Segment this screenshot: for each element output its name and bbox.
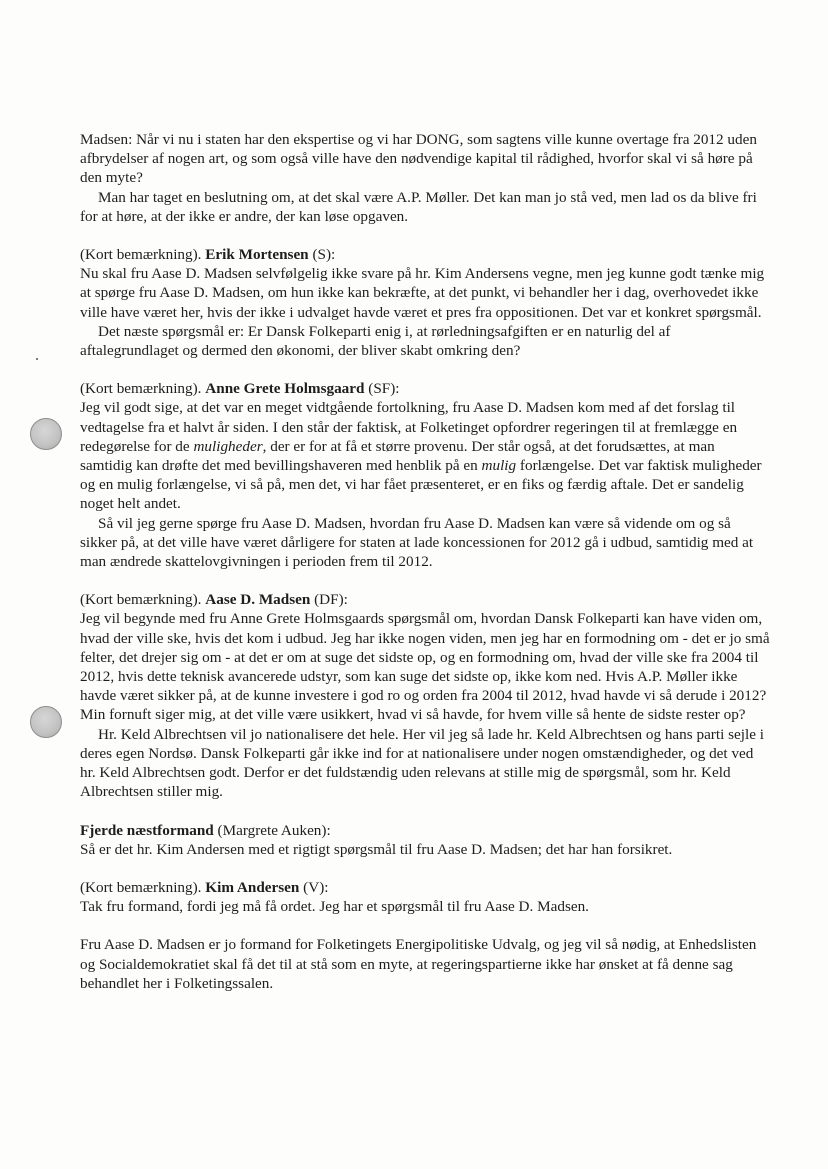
speaker-name: Fjerde næstformand bbox=[80, 821, 214, 839]
text-run: , der er for at få et større provenu. Der står også, at det forudsættes, at man samtidig kan drøfte det med bevillingshaveren med henblik på en bbox=[80, 437, 715, 475]
paragraph: Madsen: Når vi nu i staten har den ekspertise og vi har DONG, som sagtens ville kunne overtage fra 2012 uden afbrydelser af nogen art, og som også ville have den nødvendige kapital til rådighed, hvorfor skal vi så høre på den myte? bbox=[80, 131, 757, 187]
speaker-prefix: (Kort bemærkning). bbox=[80, 878, 206, 896]
speaker-name: Anne Grete Holmsgaard bbox=[205, 380, 365, 398]
transcript-body bbox=[80, 130, 770, 993]
speaker-party: (Margrete Auken): bbox=[213, 821, 331, 839]
paragraph: Jeg vil begynde med fru Anne Grete Holmsgaards spørgsmål om, hvordan Dansk Folkeparti kan have viden om, hvad der ville ske, hvis det kom i udbud. Jeg har ikke nogen viden, men jeg har en formodning om - det er jo små felter, det drejer sig om - at det er om at suge det sidste op, og en formodning om, hvad der ville ske fra 2004 til 2012, hvis dette teknisk avancerede udstyr, som kan suge det sidste op, ikke kom ned. Hvis A.P. Møller ikke havde været sikker på, at de kunne investere i god ro og orden fra 2004 til 2012, hvad havde vi så derude i 2012? Min fornuft siger mig, at det ville være usikkert, hvad vi så havde, for hvem ville så hente de sidste rester op? bbox=[80, 610, 770, 724]
speaker-line bbox=[80, 245, 770, 264]
speaker-line bbox=[80, 590, 770, 609]
paragraph: Man har taget en beslutning om, at det skal være A.P. Møller. Det kan man jo stå ved, men lad os da blive fri for at høre, at der ikke er andre, der kan løse opgaven. bbox=[80, 188, 757, 225]
paragraph-gap bbox=[80, 360, 770, 379]
speaker-party: (V): bbox=[299, 878, 329, 896]
emphasis-run: mulig bbox=[481, 457, 517, 475]
text-run: forlængelse. Det var faktisk muligheder og en mulig forlængelse, vi så på, men det, vi har fået præsenteret, er en fiks og færdig aftale. Det er sandelig noget helt andet. bbox=[80, 457, 762, 513]
paragraph: Nu skal fru Aase D. Madsen selvfølgelig ikke svare på hr. Kim Andersens vegne, men jeg kunne godt tænke mig at spørge fru Aase D. Madsen, om hun ikke kan bekræfte, at det punkt, vi behandler her i dag, overhovedet ikke ville have været her, hvis der ikke i udvalget havde været et pres fra oppositionen. Det var et konkret spørgsmål. bbox=[80, 265, 765, 321]
paragraph: Hr. Keld Albrechtsen vil jo nationalisere det hele. Her vil jeg så lade hr. Keld Albrechtsen og hans parti sejle i deres egen Nordsø. Dansk Folkeparti går ikke ind for at nationalisere under nogen omstændigheder, og det ved hr. Keld Albrechtsen godt. Derfor er det fuldstændig uden relevans at stille mig de spørgsmål, som hr. Keld Albrechtsen stiller mig. bbox=[80, 725, 764, 801]
paragraph: Det næste spørgsmål er: Er Dansk Folkeparti enig i, at rørledningsafgiften er en naturlig del af aftalegrundlaget og dermed den økonomi, der bliver skabt omkring den? bbox=[80, 322, 671, 360]
punch-hole-lower bbox=[30, 706, 62, 738]
paragraph-gap bbox=[80, 571, 770, 590]
scan-speck bbox=[36, 358, 38, 360]
paragraph: Så vil jeg gerne spørge fru Aase D. Madsen, hvordan fru Aase D. Madsen kan være så vidende om og så sikker på, at det ville have været dårligere for staten at lade koncessionen for 2012 gå i udbud, samtidig med at man ændrede skattelovgivningen i perioden frem til 2012. bbox=[80, 514, 754, 571]
paragraph-gap bbox=[80, 226, 770, 245]
punch-hole-upper bbox=[30, 418, 62, 450]
speaker-name: Kim Andersen bbox=[205, 878, 300, 896]
paragraph-gap bbox=[80, 802, 770, 821]
text-run: Jeg vil godt sige, at det var en meget vidtgående fortolkning, fru Aase D. Madsen kom med af det forslag til vedtagelse fra et halvt år siden. I den står der faktisk, at Folketinget opfordrer regeringen til at fremlægge en redegørelse for de bbox=[80, 399, 738, 455]
speaker-party: (SF): bbox=[364, 380, 400, 398]
speaker-name: Erik Mortensen bbox=[205, 246, 309, 264]
speaker-party: (DF): bbox=[310, 591, 348, 609]
speaker-line bbox=[80, 878, 770, 897]
speaker-party: (S): bbox=[308, 246, 336, 264]
paragraph-gap bbox=[80, 859, 770, 878]
speaker-prefix: (Kort bemærkning). bbox=[80, 591, 206, 609]
speaker-line bbox=[80, 821, 770, 840]
paragraph: Fru Aase D. Madsen er jo formand for Folketingets Energipolitiske Udvalg, og jeg vil så nødig, at Enhedslisten og Socialdemokratiet skal få det til at stå som en myte, at regeringspartierne ikke har ønsket at få denne sag behandlet her i Folketingssalen. bbox=[80, 936, 757, 992]
speaker-line bbox=[80, 379, 770, 398]
paragraph bbox=[80, 398, 770, 513]
paragraph: Så er det hr. Kim Andersen med et rigtigt spørgsmål til fru Aase D. Madsen; det har han forsikret. bbox=[80, 840, 673, 858]
speaker-prefix: (Kort bemærkning). bbox=[80, 246, 206, 264]
speaker-name: Aase D. Madsen bbox=[205, 591, 311, 609]
speaker-prefix: (Kort bemærkning). bbox=[80, 380, 206, 398]
paragraph-gap bbox=[80, 916, 770, 935]
paragraph: Tak fru formand, fordi jeg må få ordet. Jeg har et spørgsmål til fru Aase D. Madsen. bbox=[80, 898, 589, 916]
emphasis-run: muligheder bbox=[193, 437, 263, 455]
